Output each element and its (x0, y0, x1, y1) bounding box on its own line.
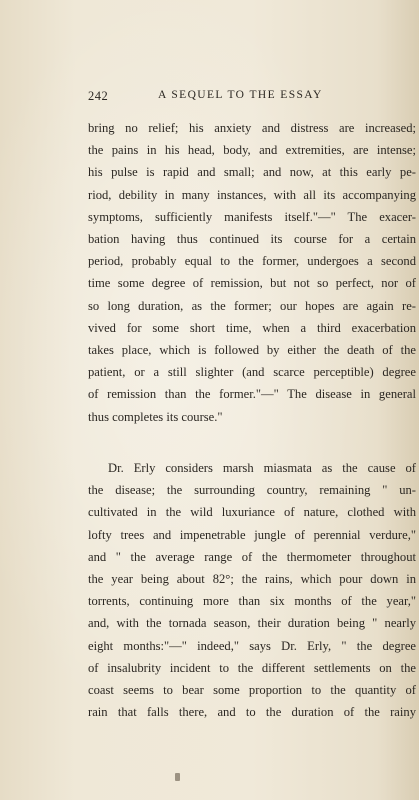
text-line: of insalubrity incident to the different settlements on the (88, 660, 416, 675)
text-line: bring no relief; his anxiety and distress are increased; (88, 121, 416, 135)
text-line: takes place, which is followed by either the death of the (88, 343, 416, 357)
text-line: rain that falls there, and to the duration of the rainy (88, 705, 416, 720)
text-line: the pains in his head, body, and extremities, are intense; (88, 143, 416, 158)
page-number: 242 (88, 89, 109, 103)
text-line: the year being about 82°; the rains, which pour down in (88, 572, 416, 586)
text-line: torrents, continuing more than six months of the year," (88, 594, 416, 609)
text-line: bation having thus continued its course for a certain (88, 232, 416, 246)
text-line: time some degree of remission, but not so perfect, nor of (88, 276, 416, 291)
text-line: eight months:"—" indeed," says Dr. Erly, " the degree (88, 638, 416, 653)
text-line: so long duration, as the former; our hopes are again re- (88, 298, 416, 313)
text-line: riod, debility in many instances, with all its accompanying (88, 187, 416, 202)
text-line: the disease; the surrounding country, remaining " un- (88, 483, 416, 498)
text-line: vived for some short time, when a third exacerbation (88, 320, 416, 335)
text-line: thus completes its course." (88, 409, 223, 424)
text-line: patient, or a still slighter (and scarce perceptible) degree (88, 365, 416, 380)
page-header (88, 89, 413, 105)
text-line: of remission than the former."—" The disease in general (88, 387, 416, 402)
text-line: lofty trees and impenetrable jungle of perennial verdure," (88, 527, 416, 542)
text-line: his pulse is rapid and small; and now, at this early pe- (88, 165, 416, 180)
running-head: A SEQUEL TO THE ESSAY (158, 89, 323, 101)
text-line: coast seems to bear some proportion to the quantity of (88, 683, 416, 697)
text-line: and, with the tornada season, their duration being " nearly (88, 616, 416, 631)
text-line: and " the average range of the thermometer throughout (88, 549, 416, 564)
signature-mark (175, 773, 180, 781)
text-line: cultivated in the wild luxuriance of nature, clothed with (88, 505, 416, 520)
text-line: symptoms, sufficiently manifests itself."—" The exacer- (88, 209, 416, 224)
text-line: Dr. Erly considers marsh miasmata as the cause of (108, 461, 416, 475)
text-line: period, probably equal to the former, undergoes a second (88, 254, 416, 269)
